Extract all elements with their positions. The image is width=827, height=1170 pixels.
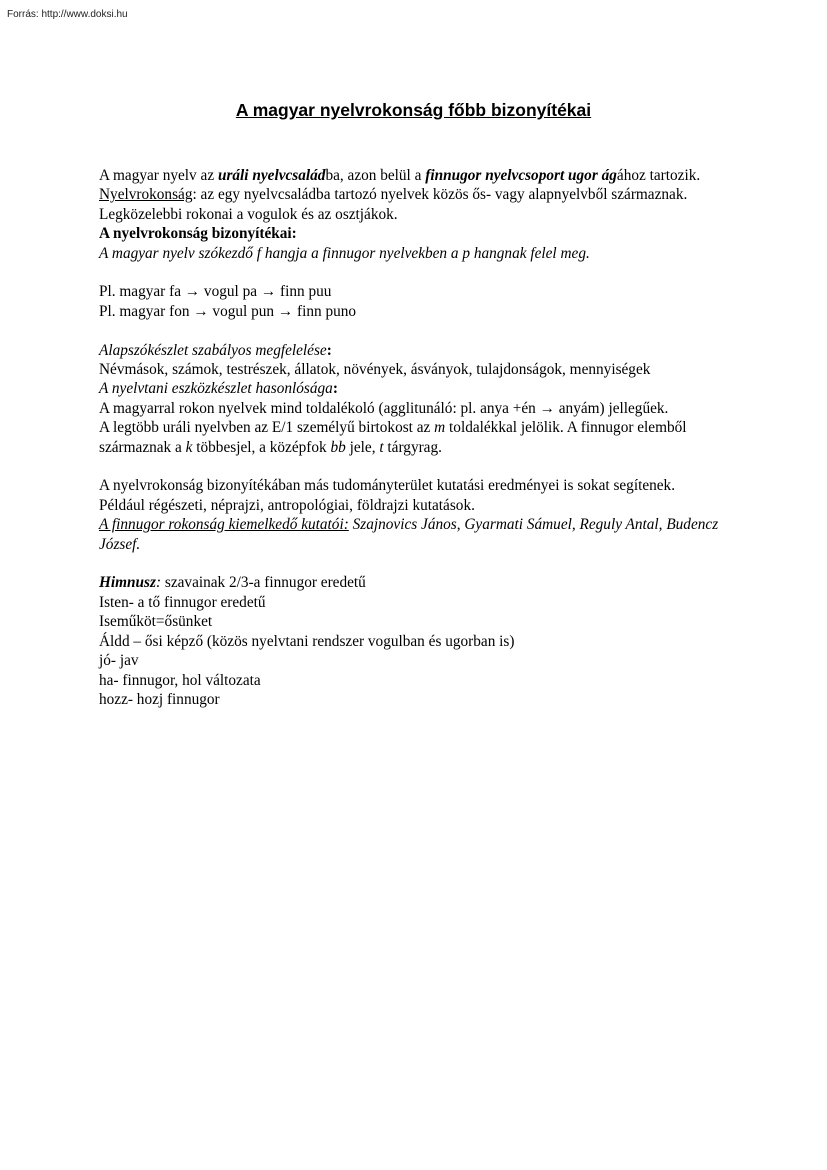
vocab-heading — [99, 341, 749, 360]
grammar-colon: : — [332, 380, 338, 398]
suffix-t: t — [379, 438, 384, 456]
suffix-m: m — [434, 419, 446, 437]
anthem-line: hozz- hozj finnugor — [99, 690, 220, 708]
example-line: Pl. magyar fa → vogul pa → finn puu — [99, 283, 332, 301]
vocab-colon: : — [326, 341, 332, 359]
anthem-colon: : — [155, 574, 162, 592]
anthem-line: jó- jav — [99, 652, 139, 670]
vocab-text: Névmások, számok, testrészek, állatok, növények, ásványok, tulajdonságok, mennyiségek — [99, 361, 651, 379]
anthem-line: Iseműköt=ősünket — [99, 613, 213, 631]
grammar-text: tárgyrag. — [383, 438, 442, 456]
grammar-heading-text: A nyelvtani eszközkészlet hasonlósága — [99, 380, 333, 398]
grammar-text: A legtöbb uráli nyelvben az E/1 személyű birtokost az — [99, 419, 435, 437]
intro-text-2: ba, azon belül a — [325, 167, 426, 184]
anthem-text: szavainak 2/3-a finnugor eredetű — [161, 574, 366, 592]
proof-heading — [99, 224, 749, 243]
grammar-line-1: A magyarral rokon nyelvek mind toldalékoló (agglitunáló: pl. anya +én → anyám) jellegűek. — [99, 399, 669, 417]
suffix-bb: bb — [330, 438, 346, 456]
other-sciences-line-1: A nyelvrokonság bizonyítékában más tudományterület kutatási eredményei is sokat segítenek. — [99, 477, 676, 495]
grammar-heading — [99, 379, 749, 398]
suffix-k: k — [185, 438, 193, 456]
grammar-text: toldalékkal jelölik. A finnugor elemből származnak a — [99, 419, 687, 456]
sound-rule-text: A magyar nyelv szókezdő f hangja a finnugor nyelvekben a p hangnak felel meg. — [99, 244, 590, 262]
definition-text: : az egy nyelvcsaládba tartozó nyelvek közös ős- vagy alapnyelvből származnak. — [192, 186, 688, 204]
ural-family-term: uráli nyelvcsalád — [217, 167, 326, 184]
intro-text-3: ához tartozik. — [616, 167, 701, 184]
researchers-paragraph — [99, 515, 749, 554]
researchers-label: A finnugor rokonság kiemelkedő kutatói: — [99, 516, 349, 534]
researchers-list: Szajnovics János, Gyarmati Sámuel, Reguly Antal, Budencz József. — [99, 516, 719, 553]
grammar-line-2 — [99, 418, 749, 457]
spacer — [99, 457, 749, 476]
anthem-line: Isten- a tő finnugor eredetű — [99, 593, 266, 611]
ugric-branch-term: finnugor nyelvcsoport ugor ág — [425, 167, 617, 184]
vocab-heading-text: Alapszókészlet szabályos megfelelése — [99, 341, 327, 359]
source-note: Forrás: http://www.doksi.hu — [7, 9, 128, 20]
document-body — [99, 166, 749, 709]
spacer — [99, 554, 749, 573]
closest-relatives: Legközelebbi rokonai a vogulok és az osztjákok. — [99, 205, 398, 223]
intro-text-1: A magyar nyelv az — [99, 167, 218, 184]
definition-term: Nyelvrokonság — [99, 186, 193, 204]
anthem-label: Himnusz — [99, 574, 156, 592]
anthem-line: ha- finnugor, hol változata — [99, 671, 261, 689]
example-line: Pl. magyar fon → vogul pun → finn puno — [99, 302, 357, 320]
grammar-text: többesjel, a középfok — [192, 438, 331, 456]
page-title: A magyar nyelvrokonság főbb bizonyítékai — [235, 100, 592, 120]
anthem-line: Áldd – ősi képző (közös nyelvtani rendszer vogulban és ugorban is) — [99, 632, 515, 650]
intro-paragraph — [99, 166, 749, 185]
other-sciences-line-2: Például régészeti, néprajzi, antropológiai, földrajzi kutatások. — [99, 496, 475, 514]
sound-rule — [99, 244, 749, 263]
anthem-heading — [99, 573, 749, 592]
grammar-text: jele, — [345, 438, 380, 456]
definition-paragraph — [99, 185, 749, 204]
spacer — [99, 321, 749, 340]
spacer — [99, 263, 749, 282]
proof-heading-text: A nyelvrokonság bizonyítékai: — [99, 225, 297, 243]
